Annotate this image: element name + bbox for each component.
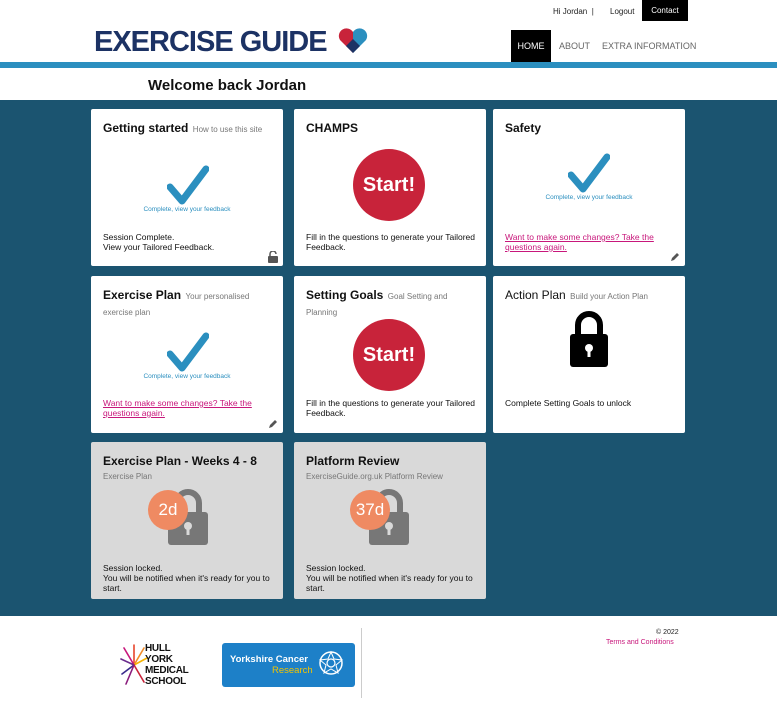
hyms-logo-text: HULL YORK MEDICAL SCHOOL [145, 643, 189, 687]
card-subtitle: Goal Setting and Planning [306, 292, 448, 317]
card-safety[interactable] [493, 109, 685, 266]
greeting-text: Hi Jordan | [553, 7, 594, 16]
countdown-badge: 37d [350, 490, 390, 530]
nav-extra-information[interactable]: EXTRA INFORMATION [602, 41, 697, 51]
start-button[interactable]: Start! [353, 319, 425, 391]
footer-divider [361, 628, 362, 698]
site-logo[interactable]: EXERCISE GUIDE [94, 26, 327, 58]
ycr-logo-line2: Research [272, 665, 313, 676]
lock-icon [569, 310, 609, 368]
card-subtitle: Build your Action Plan [570, 292, 648, 301]
card-action-plan[interactable] [493, 276, 685, 433]
start-button[interactable]: Start! [353, 149, 425, 221]
checkmark-icon [568, 153, 610, 195]
card-description: Session locked. You will be notified when it's ready for you to start. [103, 563, 270, 593]
card-setting-goals[interactable] [294, 276, 486, 433]
retake-link[interactable]: Want to make some changes? Take the questions again. [505, 232, 654, 252]
contact-button[interactable]: Contact [642, 0, 688, 21]
card-title: Safety [505, 121, 542, 135]
welcome-heading: Welcome back Jordan [148, 77, 307, 94]
card-getting-started[interactable] [91, 109, 283, 266]
pencil-icon[interactable] [267, 418, 279, 430]
header-divider [0, 62, 777, 68]
card-champs[interactable] [294, 109, 486, 266]
top-bar [0, 0, 777, 62]
feedback-link[interactable]: Complete, view your feedback [545, 194, 633, 201]
card-title: CHAMPS [306, 121, 359, 135]
card-description: Fill in the questions to generate your Tailored Feedback. [306, 398, 475, 418]
card-title: Platform Review [306, 454, 400, 468]
checkmark-icon [167, 332, 209, 374]
lock-open-icon [267, 251, 279, 263]
card-description: Session locked. You will be notified when it's ready for you to start. [306, 563, 473, 593]
pencil-icon[interactable] [669, 251, 681, 263]
nav-home[interactable]: HOME [511, 30, 551, 62]
card-platform-review [294, 442, 486, 599]
card-exercise-plan[interactable] [91, 276, 283, 433]
terms-link[interactable]: Terms and Conditions [606, 639, 674, 646]
card-title: Getting started [103, 121, 189, 135]
ycr-rose-icon [318, 650, 344, 676]
card-exercise-plan-weeks [91, 442, 283, 599]
card-title: Exercise Plan [103, 288, 182, 302]
card-subtitle: Your personalised exercise plan [103, 292, 250, 317]
feedback-link[interactable]: Complete, view your feedback [143, 373, 231, 380]
card-description: Session Complete. View your Tailored Feedback. [103, 232, 215, 252]
card-title: Action Plan [505, 288, 566, 302]
checkmark-icon [167, 165, 209, 207]
card-description: Complete Setting Goals to unlock [505, 398, 632, 408]
card-subtitle: How to use this site [192, 125, 263, 134]
copyright-text: © 2022 [656, 629, 679, 636]
card-subtitle: ExerciseGuide.org.uk Platform Review [306, 472, 443, 481]
countdown-badge: 2d [148, 490, 188, 530]
feedback-link[interactable]: Complete, view your feedback [143, 206, 231, 213]
logout-link[interactable]: Logout [610, 7, 635, 16]
heart-logo-icon [338, 28, 368, 54]
card-title: Setting Goals [306, 288, 384, 302]
card-description: Fill in the questions to generate your Tailored Feedback. [306, 232, 475, 252]
card-subtitle: Exercise Plan [103, 472, 152, 481]
nav-about[interactable]: ABOUT [559, 41, 591, 51]
ycr-logo-line1: Yorkshire Cancer [230, 654, 308, 665]
card-title: Exercise Plan - Weeks 4 - 8 [103, 454, 257, 468]
retake-link[interactable]: Want to make some changes? Take the questions again. [103, 398, 252, 418]
